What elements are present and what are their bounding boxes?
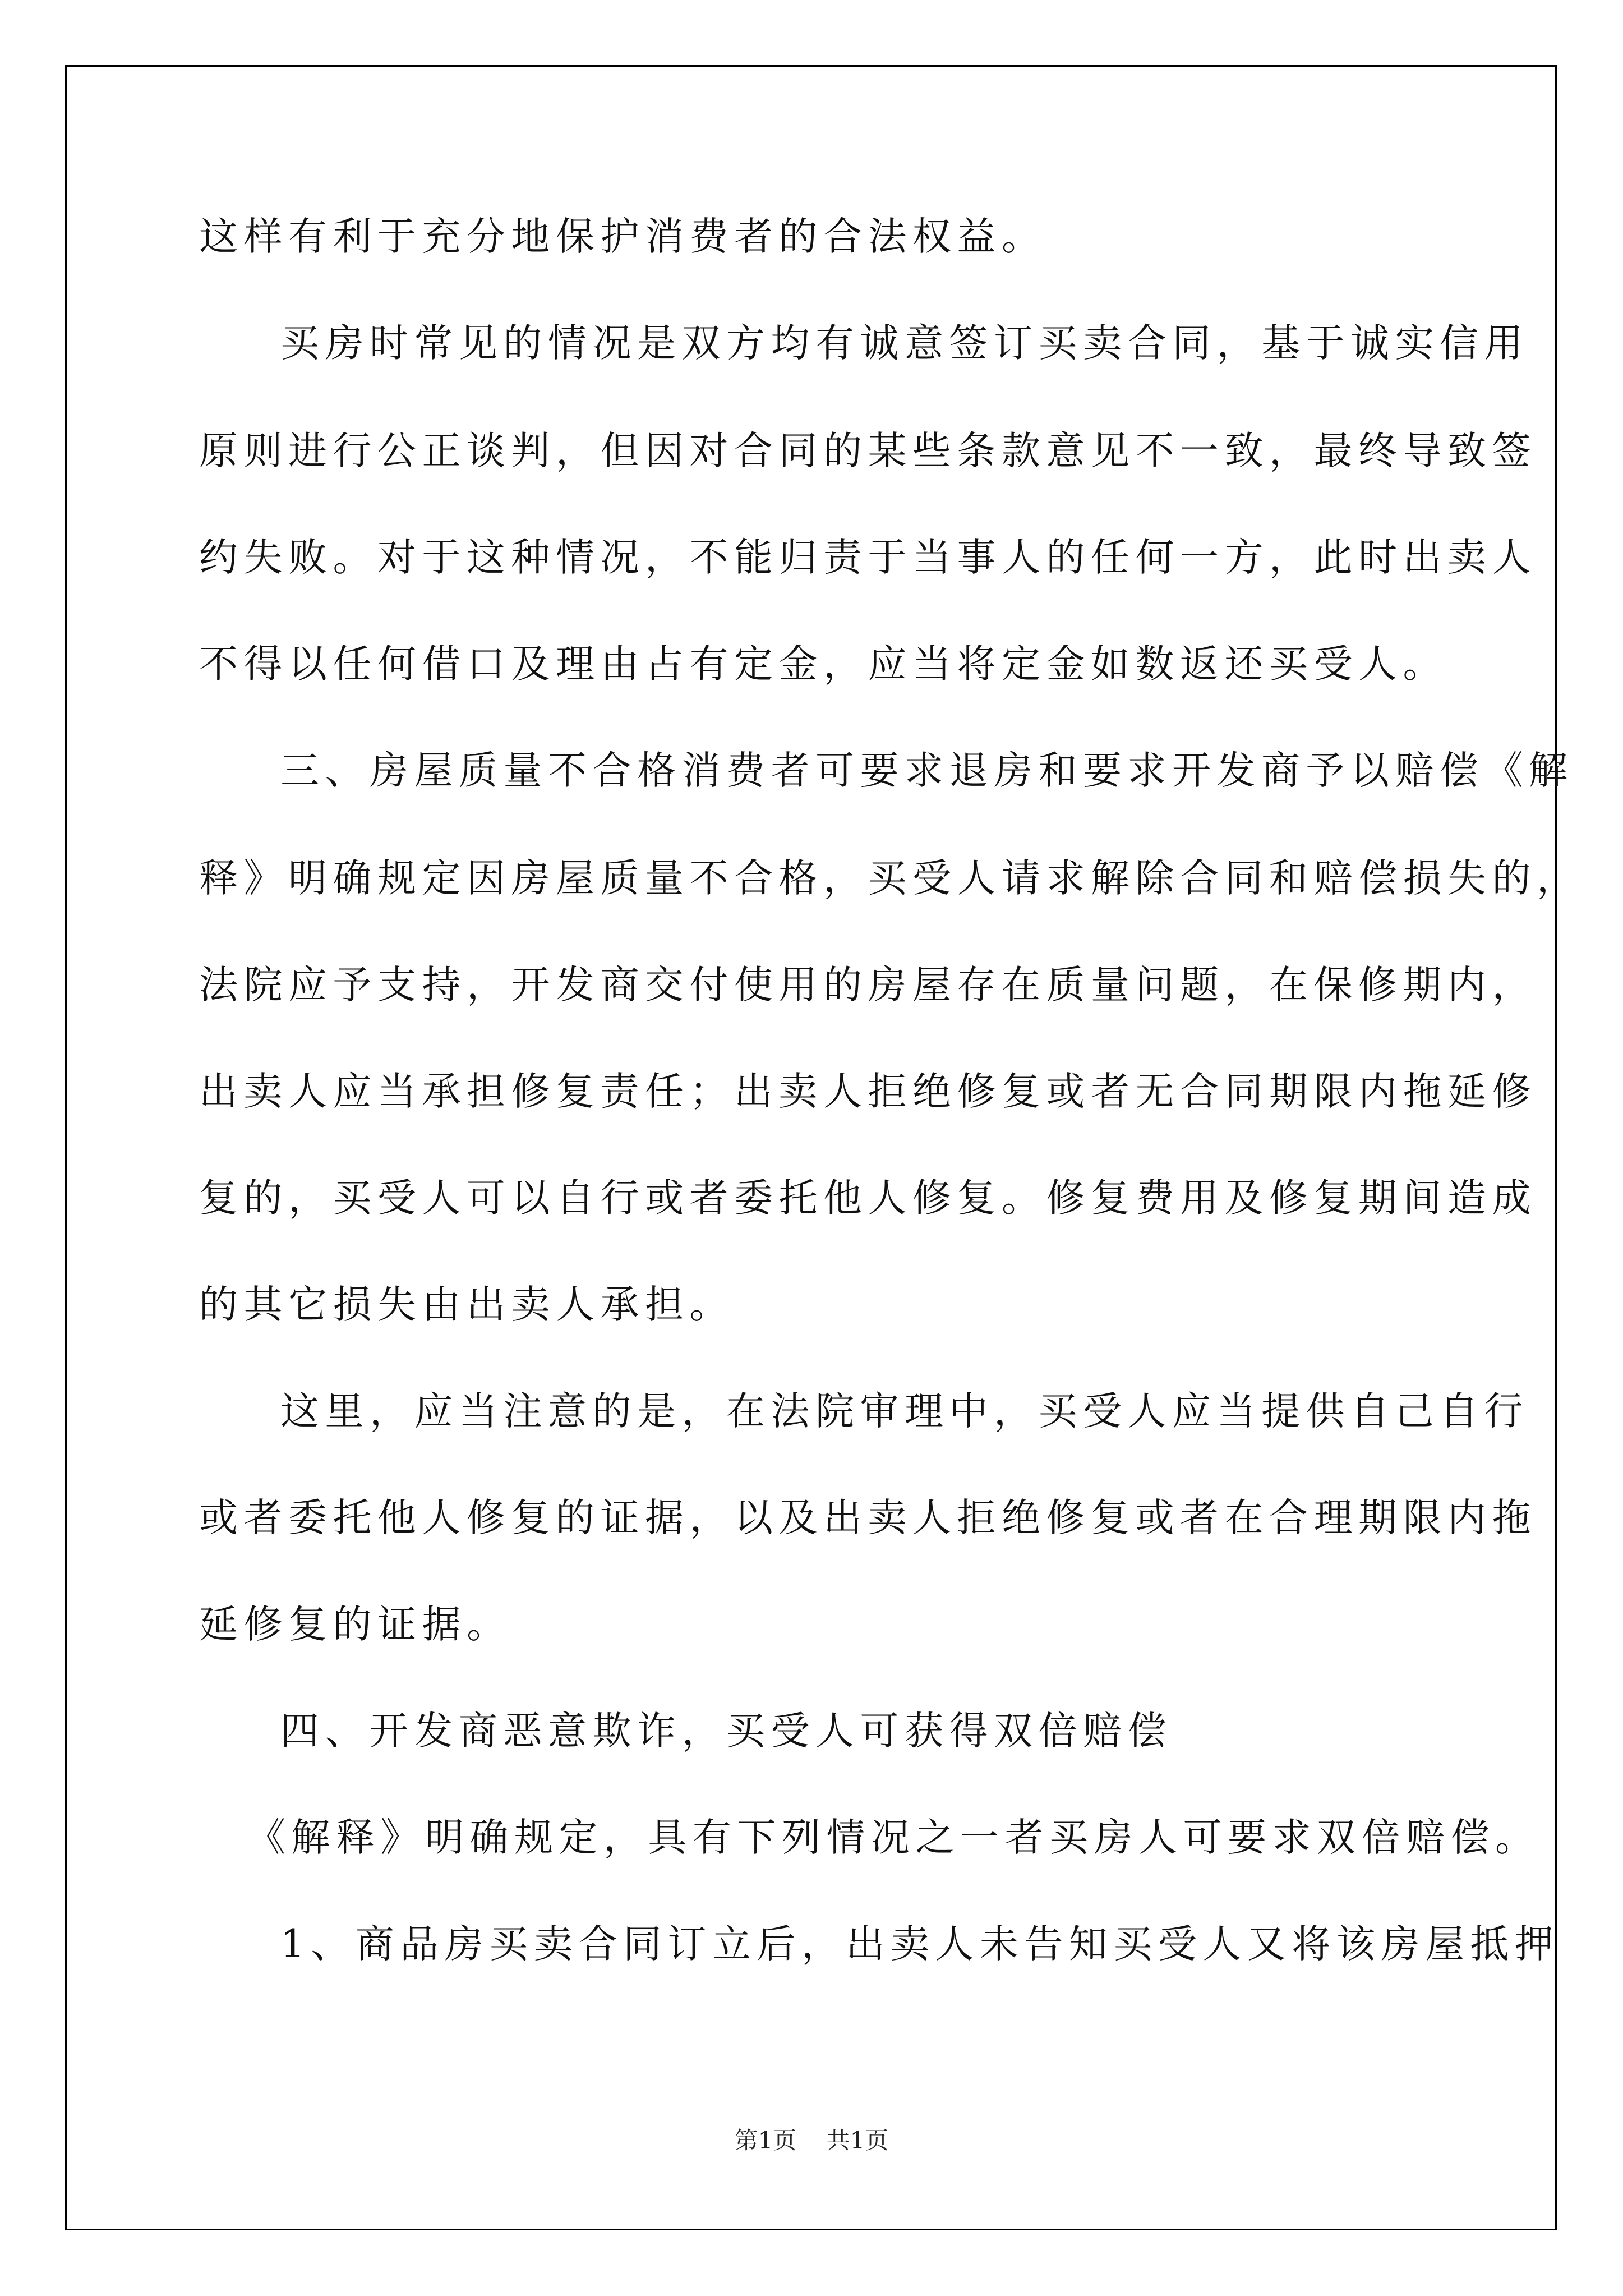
page-footer — [0, 2129, 1623, 2152]
text-line: 延修复的证据。 — [199, 1602, 511, 1647]
text-line: 复的，买受人可以自行或者委托他人修复。修复费用及修复期间造成 — [199, 1176, 1537, 1221]
text-line: 1、商品房买卖合同订立后，出卖人未告知买受人又将该房屋抵押 — [280, 1922, 1560, 1967]
text-line: 的其它损失由出卖人承担。 — [199, 1282, 734, 1327]
page-border — [65, 65, 1560, 2230]
text-line: 法院应予支持，开发商交付使用的房屋存在质量问题，在保修期内， — [199, 963, 1537, 1007]
text-line: 释》明确规定因房屋质量不合格，买受人请求解除合同和赔偿损失的， — [199, 856, 1581, 901]
section-heading: 四、开发商恶意欺诈，买受人可获得双倍赔偿 — [280, 1709, 1172, 1754]
text-line: 原则进行公正谈判，但因对合同的某些条款意见不一致，最终导致签 — [199, 429, 1537, 473]
text-line: 约失败。对于这种情况，不能归责于当事人的任何一方，此时出卖人 — [199, 535, 1537, 580]
text-line: 《解释》明确规定，具有下列情况之一者买房人可要求双倍赔偿。 — [247, 1815, 1540, 1860]
text-line: 不得以任何借口及理由占有定金，应当将定金如数返还买受人。 — [199, 642, 1447, 687]
text-line: 出卖人应当承担修复责任；出卖人拒绝修复或者无合同期限内拖延修 — [199, 1069, 1537, 1114]
page-number-current: 第1页 — [734, 2127, 797, 2154]
text-line: 或者委托他人修复的证据，以及出卖人拒绝修复或者在合理期限内拖 — [199, 1496, 1537, 1540]
section-heading: 三、房屋质量不合格消费者可要求退房和要求开发商予以赔偿《解 — [280, 748, 1574, 793]
page-number-total: 共1页 — [826, 2127, 889, 2154]
text-line: 这样有利于充分地保护消费者的合法权益。 — [199, 214, 1046, 259]
text-line: 这里，应当注意的是，在法院审理中，买受人应当提供自己自行 — [280, 1389, 1529, 1434]
text-line: 买房时常见的情况是双方均有诚意签订买卖合同，基于诚实信用 — [280, 321, 1529, 366]
